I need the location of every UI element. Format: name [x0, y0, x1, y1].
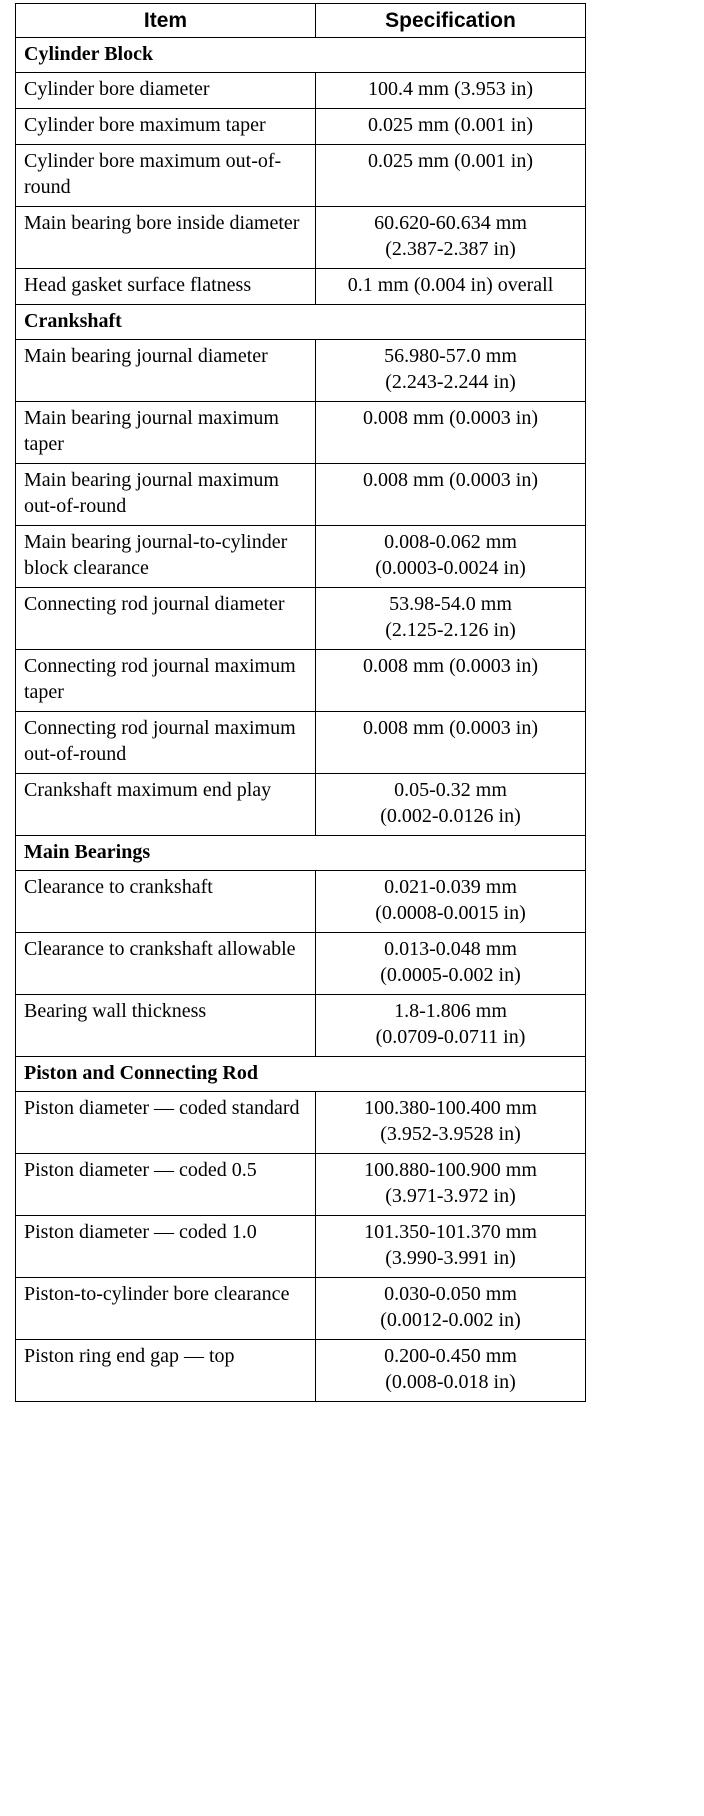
table-row — [16, 995, 586, 1057]
table-row — [16, 402, 586, 464]
specification-line: 101.350-101.370 mm — [364, 1221, 537, 1243]
specification-line: 0.013-0.048 mm — [384, 938, 517, 960]
specification-column-header: Specification — [316, 4, 586, 38]
specification-line: 100.4 mm (3.953 in) — [368, 78, 533, 100]
specification-cell — [316, 109, 586, 145]
table-row — [16, 774, 586, 836]
specification-cell — [316, 1216, 586, 1278]
specification-line: (0.0008-0.0015 in) — [375, 902, 526, 924]
specification-cell — [316, 402, 586, 464]
specification-cell — [316, 588, 586, 650]
specification-cell — [316, 650, 586, 712]
specification-line: (2.243-2.244 in) — [385, 371, 516, 393]
item-cell: Piston ring end gap — top — [16, 1340, 316, 1402]
section-row — [16, 1057, 586, 1092]
table-row — [16, 145, 586, 207]
specification-line: (0.0005-0.002 in) — [380, 964, 521, 986]
specification-cell — [316, 207, 586, 269]
table-row — [16, 269, 586, 305]
item-cell: Main bearing bore inside diameter — [16, 207, 316, 269]
specification-cell — [316, 774, 586, 836]
section-title: Piston and Connecting Rod — [16, 1057, 586, 1092]
specification-line: (3.990-3.991 in) — [385, 1247, 516, 1269]
item-column-header: Item — [16, 4, 316, 38]
specification-line: 0.1 mm (0.004 in) overall — [347, 274, 554, 296]
specification-line: 0.008 mm (0.0003 in) — [363, 717, 538, 739]
item-cell: Piston diameter — coded 0.5 — [16, 1154, 316, 1216]
table-row — [16, 464, 586, 526]
item-cell: Main bearing journal diameter — [16, 340, 316, 402]
table-row — [16, 340, 586, 402]
item-cell: Piston-to-cylinder bore clearance — [16, 1278, 316, 1340]
specification-cell — [316, 145, 586, 207]
specification-cell — [316, 1278, 586, 1340]
item-cell: Connecting rod journal maximum taper — [16, 650, 316, 712]
item-cell: Crankshaft maximum end play — [16, 774, 316, 836]
item-cell: Bearing wall thickness — [16, 995, 316, 1057]
table-body — [16, 38, 586, 1402]
specification-cell — [316, 340, 586, 402]
table-row — [16, 1154, 586, 1216]
specification-cell — [316, 712, 586, 774]
specification-line: (0.0012-0.002 in) — [380, 1309, 521, 1331]
specification-line: 53.98-54.0 mm — [389, 593, 512, 615]
specification-line: 0.200-0.450 mm — [384, 1345, 517, 1367]
table-row — [16, 1216, 586, 1278]
specification-cell — [316, 464, 586, 526]
specification-cell — [316, 871, 586, 933]
specification-line: 100.880-100.900 mm — [364, 1159, 537, 1181]
item-cell: Main bearing journal maximum taper — [16, 402, 316, 464]
section-title: Main Bearings — [16, 836, 586, 871]
specification-cell — [316, 995, 586, 1057]
specification-line: 0.030-0.050 mm — [384, 1283, 517, 1305]
item-cell: Connecting rod journal maximum out-of-round — [16, 712, 316, 774]
table-row — [16, 588, 586, 650]
item-cell: Connecting rod journal diameter — [16, 588, 316, 650]
specification-line: (0.0003-0.0024 in) — [375, 557, 526, 579]
specification-table — [15, 3, 586, 1402]
specification-line: 60.620-60.634 mm — [374, 212, 527, 234]
section-row — [16, 305, 586, 340]
table-row — [16, 650, 586, 712]
specification-line: (0.0709-0.0711 in) — [375, 1026, 526, 1048]
item-cell: Clearance to crankshaft allowable — [16, 933, 316, 995]
section-title: Crankshaft — [16, 305, 586, 340]
table-row — [16, 73, 586, 109]
specification-cell — [316, 526, 586, 588]
specification-cell — [316, 1340, 586, 1402]
item-cell: Clearance to crankshaft — [16, 871, 316, 933]
specification-line: 100.380-100.400 mm — [364, 1097, 537, 1119]
table-row — [16, 109, 586, 145]
item-cell: Piston diameter — coded standard — [16, 1092, 316, 1154]
specification-cell — [316, 73, 586, 109]
table-row — [16, 207, 586, 269]
section-row — [16, 836, 586, 871]
table-row — [16, 526, 586, 588]
specification-line: 0.008 mm (0.0003 in) — [363, 407, 538, 429]
table-row — [16, 1340, 586, 1402]
item-cell: Cylinder bore maximum taper — [16, 109, 316, 145]
specification-line: (2.387-2.387 in) — [385, 238, 516, 260]
item-cell: Main bearing journal maximum out-of-round — [16, 464, 316, 526]
item-cell: Cylinder bore maximum out-of-round — [16, 145, 316, 207]
section-title: Cylinder Block — [16, 38, 586, 73]
specification-line: 1.8-1.806 mm — [394, 1000, 507, 1022]
specification-line: 0.021-0.039 mm — [384, 876, 517, 898]
item-cell: Main bearing journal-to-cylinder block clearance — [16, 526, 316, 588]
specification-cell — [316, 269, 586, 305]
specification-line: (0.002-0.0126 in) — [380, 805, 521, 827]
table-row — [16, 1092, 586, 1154]
table-row — [16, 712, 586, 774]
specification-line: (3.952-3.9528 in) — [380, 1123, 521, 1145]
specification-cell — [316, 1092, 586, 1154]
table-row — [16, 871, 586, 933]
section-row — [16, 38, 586, 73]
specification-line: (0.008-0.018 in) — [385, 1371, 516, 1393]
specification-line: (2.125-2.126 in) — [385, 619, 516, 641]
specification-line: 0.025 mm (0.001 in) — [368, 150, 533, 172]
specification-line: 0.05-0.32 mm — [394, 779, 507, 801]
specification-line: 0.025 mm (0.001 in) — [368, 114, 533, 136]
table-row — [16, 1278, 586, 1340]
specification-cell — [316, 1154, 586, 1216]
item-cell: Piston diameter — coded 1.0 — [16, 1216, 316, 1278]
header-row — [16, 4, 586, 38]
specification-line: 56.980-57.0 mm — [384, 345, 517, 367]
specification-line: 0.008 mm (0.0003 in) — [363, 469, 538, 491]
specification-line: 0.008 mm (0.0003 in) — [363, 655, 538, 677]
specification-line: 0.008-0.062 mm — [384, 531, 517, 553]
item-cell: Cylinder bore diameter — [16, 73, 316, 109]
specification-cell — [316, 933, 586, 995]
specification-line: (3.971-3.972 in) — [385, 1185, 516, 1207]
item-cell: Head gasket surface flatness — [16, 269, 316, 305]
table-row — [16, 933, 586, 995]
